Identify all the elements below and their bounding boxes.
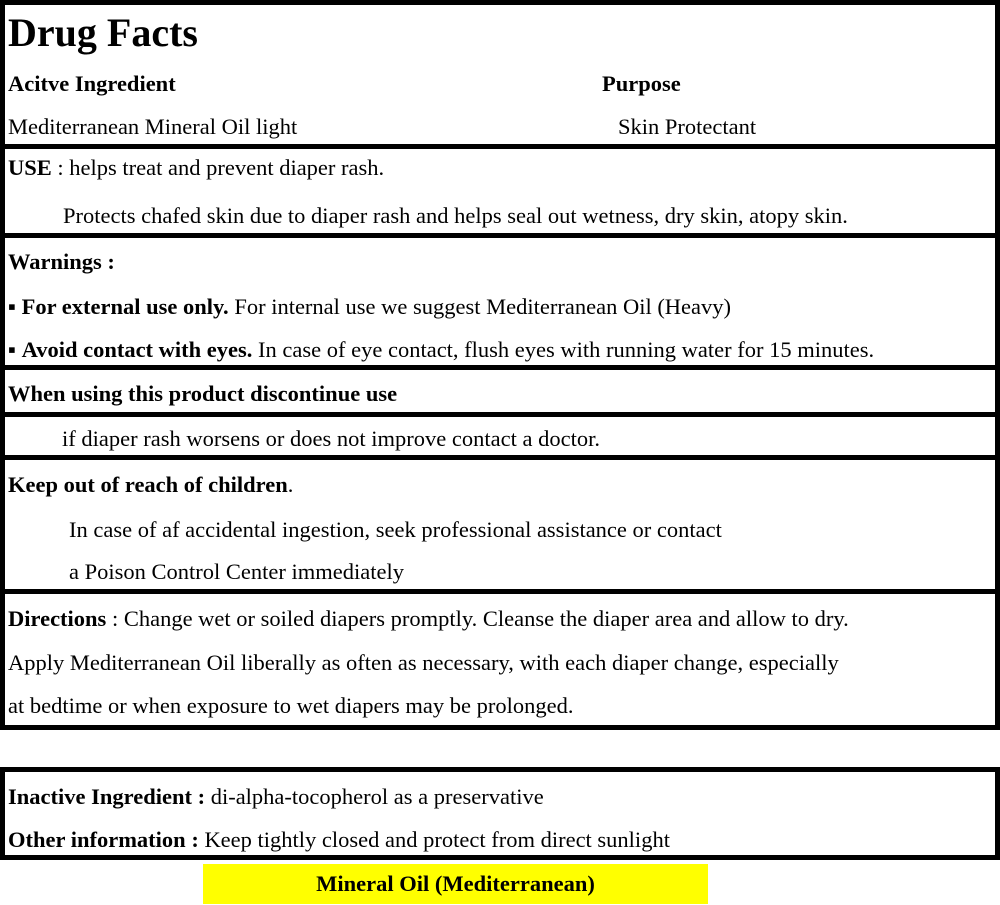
other-information-label: Other information : [8, 827, 199, 852]
directions-label: Directions [8, 606, 107, 631]
when-using-heading: When using this product discontinue use [8, 381, 398, 406]
warning-text: For internal use we suggest Mediterranean Oil (Heavy) [228, 294, 732, 319]
purpose-value: Skin Protectant [618, 114, 757, 139]
use-line [8, 157, 384, 180]
warning-item-external [8, 296, 731, 319]
bullet-icon: ▪ [8, 337, 22, 362]
directions-text: : Change wet or soiled diapers promptly. Cleanse the diaper area and allow to dry. [106, 606, 849, 631]
drug-facts-title: Drug Facts [8, 10, 198, 55]
other-information-text: Keep tightly closed and protect from direct sunlight [198, 827, 670, 852]
directions-line2: Apply Mediterranean Oil liberally as often as necessary, with each diaper change, especially [8, 650, 839, 675]
divider-after-when-using [0, 455, 1000, 460]
warnings-heading: Warnings : [8, 249, 115, 274]
bullet-icon: ▪ [8, 294, 22, 319]
directions-line1 [8, 608, 849, 631]
use-detail: Protects chafed skin due to diaper rash and helps seal out wetness, dry skin, atopy skin. [63, 203, 848, 228]
inactive-ingredient-line [8, 786, 544, 809]
product-name-banner: Mineral Oil (Mediterranean) [203, 864, 708, 904]
divider-after-keep-out [0, 589, 1000, 594]
inactive-ingredient-label: Inactive Ingredient : [8, 784, 206, 809]
directions-line3: at bedtime or when exposure to wet diapers may be prolonged. [8, 693, 574, 718]
keep-out-line1: In case of af accidental ingestion, seek professional assistance or contact [69, 517, 722, 542]
warning-text: In case of eye contact, flush eyes with running water for 15 minutes. [252, 337, 875, 362]
active-ingredient-value: Mediterranean Mineral Oil light [8, 114, 298, 139]
divider-after-use [0, 233, 1000, 238]
warning-bold: For external use only. [21, 294, 229, 319]
keep-out-line [8, 474, 293, 497]
divider-after-when-using-heading [0, 412, 1000, 417]
other-information-line [8, 829, 670, 852]
keep-out-line2: a Poison Control Center immediately [69, 559, 404, 584]
keep-out-heading: Keep out of reach of children [8, 472, 288, 497]
active-ingredient-header: Acitve Ingredient [8, 71, 176, 96]
inactive-ingredient-text: di-alpha-tocopherol as a preservative [205, 784, 544, 809]
warning-item-eyes [8, 339, 874, 362]
purpose-header: Purpose [602, 71, 681, 96]
when-using-text: if diaper rash worsens or does not improve contact a doctor. [62, 426, 600, 451]
divider-after-ingredients [0, 144, 1000, 149]
use-text: : helps treat and prevent diaper rash. [51, 155, 385, 180]
keep-out-period: . [287, 472, 294, 497]
warning-bold: Avoid contact with eyes. [21, 337, 253, 362]
use-label: USE [8, 155, 52, 180]
divider-after-warnings [0, 365, 1000, 370]
